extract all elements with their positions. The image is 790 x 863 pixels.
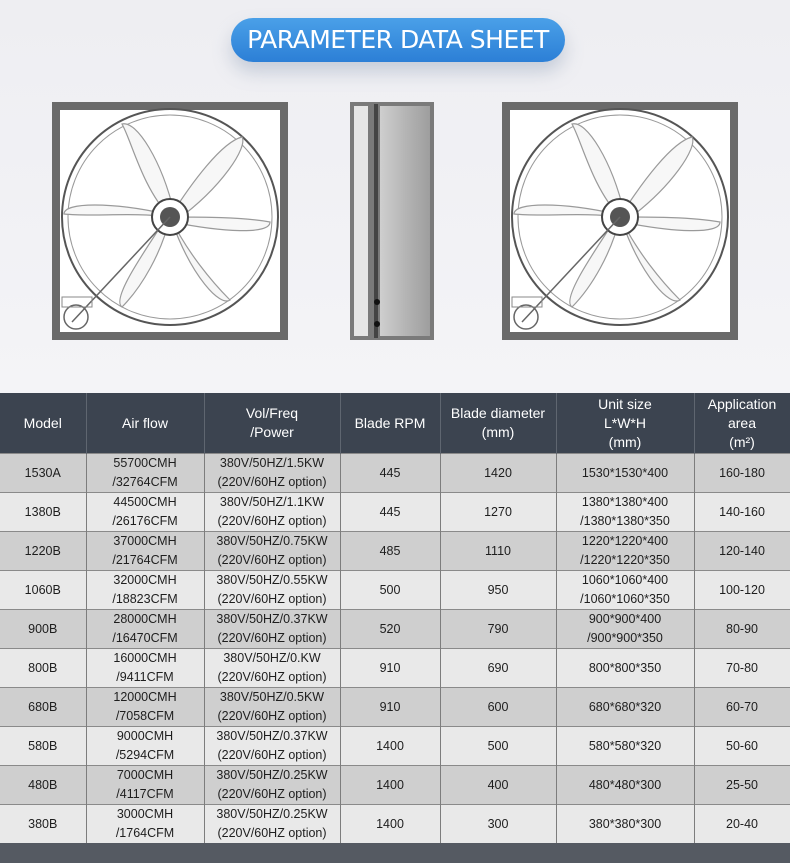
cell-application-area: [694, 727, 790, 766]
cell-application-area: [694, 532, 790, 571]
cell-vol-freq-power-text: 380V/50HZ/0.25KW: [216, 807, 328, 821]
table-row: [0, 571, 790, 610]
table-row: [0, 688, 790, 727]
table-row: [0, 532, 790, 571]
cell-vol-freq-power: [204, 766, 340, 805]
cell-application-area: [694, 571, 790, 610]
cell-model: [0, 805, 86, 844]
cell-blade-rpm: [340, 571, 440, 610]
cell-model-text: 1060B: [24, 582, 61, 597]
cell-application-area: [694, 688, 790, 727]
cell-unit-size: [556, 688, 694, 727]
cell-blade-diameter: [440, 454, 556, 493]
cell-unit-size-text: 1060*1060*400: [581, 573, 669, 587]
cell-air-flow-text: 37000CMH: [113, 534, 177, 548]
cell-vol-freq-power: [204, 688, 340, 727]
cell-blade-diameter-text: 600: [487, 699, 509, 714]
cell-air-flow-text: /4117CFM: [116, 787, 174, 801]
cell-blade-rpm: [340, 688, 440, 727]
cell-unit-size-text: 1530*1530*400: [581, 465, 669, 480]
cell-blade-diameter-text: 690: [487, 660, 509, 675]
cell-air-flow: [86, 727, 204, 766]
cell-air-flow-text: 16000CMH: [113, 651, 177, 665]
cell-application-area-text: 50-60: [726, 738, 758, 753]
cell-unit-size: [556, 610, 694, 649]
cell-model-text: 1220B: [24, 543, 61, 558]
cell-model: [0, 649, 86, 688]
table-row: [0, 649, 790, 688]
cell-application-area: [694, 493, 790, 532]
page-title: PARAMETER DATA SHEET: [231, 18, 565, 62]
cell-unit-size: [556, 454, 694, 493]
product-images-area: [0, 0, 790, 393]
cell-model-text: 1380B: [24, 504, 61, 519]
cell-air-flow: [86, 649, 204, 688]
cell-application-area-text: 100-120: [719, 582, 765, 597]
cell-air-flow-text: /7058CFM: [115, 709, 175, 723]
cell-blade-rpm-text: 1400: [376, 738, 404, 753]
cell-unit-size: [556, 493, 694, 532]
cell-unit-size: [556, 805, 694, 844]
cell-application-area: [694, 454, 790, 493]
cell-vol-freq-power-text: 380V/50HZ/0.37KW: [216, 612, 328, 626]
cell-model: [0, 454, 86, 493]
cell-unit-size: [556, 571, 694, 610]
cell-air-flow: [86, 610, 204, 649]
cell-application-area: [694, 610, 790, 649]
cell-blade-rpm-text: 485: [379, 543, 401, 558]
cell-unit-size-text: 900*900*400: [588, 612, 662, 626]
cell-application-area: [694, 766, 790, 805]
cell-blade-rpm: [340, 766, 440, 805]
cell-unit-size: [556, 766, 694, 805]
cell-vol-freq-power-text: (220V/60HZ option): [217, 514, 327, 528]
cell-model: [0, 571, 86, 610]
cell-blade-rpm: [340, 727, 440, 766]
table-row: [0, 727, 790, 766]
cell-vol-freq-power-text: (220V/60HZ option): [217, 631, 327, 645]
table-header-row: [0, 393, 790, 454]
cell-air-flow-text: 55700CMH: [113, 456, 177, 470]
cell-vol-freq-power: [204, 493, 340, 532]
cell-model: [0, 688, 86, 727]
cell-blade-rpm-text: 910: [379, 660, 401, 675]
cell-air-flow-text: /5294CFM: [115, 748, 175, 762]
cell-unit-size-text: 480*480*300: [588, 777, 662, 792]
cell-unit-size-text: 1220*1220*400: [581, 534, 669, 548]
cell-unit-size: [556, 649, 694, 688]
cell-vol-freq-power: [204, 454, 340, 493]
cell-blade-rpm: [340, 532, 440, 571]
cell-unit-size-text: /1060*1060*350: [580, 592, 670, 606]
cell-application-area: [694, 649, 790, 688]
cell-application-area-text: 160-180: [719, 465, 765, 480]
cell-blade-diameter-text: 950: [487, 582, 509, 597]
cell-model: [0, 493, 86, 532]
cell-air-flow-text: /18823CFM: [112, 592, 178, 606]
cell-air-flow-text: /26176CFM: [112, 514, 178, 528]
cell-blade-diameter-text: 790: [487, 621, 509, 636]
cell-vol-freq-power: [204, 571, 340, 610]
cell-application-area-text: 140-160: [719, 504, 765, 519]
cell-model-text: 900B: [28, 621, 58, 636]
cell-vol-freq-power: [204, 805, 340, 844]
cell-model: [0, 532, 86, 571]
cell-vol-freq-power-text: 380V/50HZ/0.5KW: [219, 690, 325, 704]
cell-vol-freq-power-text: (220V/60HZ option): [217, 787, 327, 801]
cell-application-area: [694, 805, 790, 844]
cell-air-flow: [86, 571, 204, 610]
cell-blade-rpm-text: 520: [379, 621, 401, 636]
cell-air-flow: [86, 454, 204, 493]
cell-air-flow-text: 12000CMH: [113, 690, 177, 704]
table-row: [0, 454, 790, 493]
cell-air-flow-text: /32764CFM: [112, 475, 178, 489]
header-air-flow: Air flow: [86, 393, 204, 454]
fan-front-view: [52, 102, 288, 340]
cell-blade-diameter-text: 1270: [484, 504, 512, 519]
cell-model: [0, 610, 86, 649]
cell-vol-freq-power-text: 380V/50HZ/1.1KW: [219, 495, 325, 509]
header-model: Model: [0, 393, 86, 454]
cell-blade-diameter: [440, 571, 556, 610]
cell-air-flow-text: /1764CFM: [115, 826, 175, 840]
cell-blade-rpm: [340, 649, 440, 688]
cell-blade-diameter: [440, 532, 556, 571]
cell-vol-freq-power-text: 380V/50HZ/1.5KW: [219, 456, 325, 470]
cell-blade-diameter-text: 1110: [485, 543, 511, 558]
header-blade-diameter: Blade diameter (mm): [440, 393, 556, 454]
cell-vol-freq-power-text: (220V/60HZ option): [217, 709, 327, 723]
cell-air-flow: [86, 493, 204, 532]
cell-blade-rpm-text: 500: [379, 582, 401, 597]
cell-blade-rpm-text: 445: [379, 504, 401, 519]
cell-air-flow-text: 44500CMH: [113, 495, 177, 509]
cell-unit-size-text: 1380*1380*400: [581, 495, 669, 509]
cell-air-flow-text: 28000CMH: [113, 612, 177, 626]
parameter-table: [0, 393, 790, 843]
cell-vol-freq-power-text: (220V/60HZ option): [217, 670, 327, 684]
cell-blade-diameter: [440, 649, 556, 688]
cell-vol-freq-power-text: (220V/60HZ option): [217, 826, 327, 840]
cell-vol-freq-power-text: (220V/60HZ option): [217, 748, 327, 762]
cell-unit-size-text: /1220*1220*350: [580, 553, 670, 567]
cell-air-flow-text: /21764CFM: [112, 553, 178, 567]
cell-unit-size-text: /900*900*350: [587, 631, 663, 645]
cell-model: [0, 766, 86, 805]
cell-model-text: 580B: [28, 738, 58, 753]
cell-blade-diameter-text: 500: [487, 738, 509, 753]
cell-application-area-text: 25-50: [726, 777, 758, 792]
cell-air-flow: [86, 766, 204, 805]
cell-air-flow-text: 32000CMH: [113, 573, 177, 587]
cell-air-flow: [86, 532, 204, 571]
header-application-area: Application area (m²): [694, 393, 790, 454]
cell-air-flow: [86, 688, 204, 727]
cell-blade-diameter-text: 300: [487, 816, 509, 831]
cell-vol-freq-power: [204, 610, 340, 649]
cell-air-flow: [86, 805, 204, 844]
header-blade-rpm: Blade RPM: [340, 393, 440, 454]
cell-application-area-text: 20-40: [726, 816, 758, 831]
cell-vol-freq-power-text: (220V/60HZ option): [217, 475, 327, 489]
header-vol-freq-power: Vol/Freq /Power: [204, 393, 340, 454]
cell-vol-freq-power-text: 380V/50HZ/0.37KW: [216, 729, 328, 743]
cell-blade-diameter-text: 1420: [484, 465, 512, 480]
cell-blade-rpm-text: 1400: [376, 777, 404, 792]
cell-blade-rpm: [340, 805, 440, 844]
cell-blade-rpm: [340, 493, 440, 532]
cell-blade-diameter: [440, 610, 556, 649]
cell-unit-size-text: 380*380*300: [588, 816, 662, 831]
cell-blade-diameter: [440, 766, 556, 805]
cell-air-flow-text: 3000CMH: [116, 807, 174, 821]
cell-vol-freq-power-text: 380V/50HZ/0.75KW: [216, 534, 328, 548]
cell-application-area-text: 70-80: [726, 660, 758, 675]
cell-unit-size: [556, 727, 694, 766]
cell-blade-diameter: [440, 688, 556, 727]
cell-vol-freq-power-text: 380V/50HZ/0.55KW: [216, 573, 328, 587]
cell-model-text: 680B: [28, 699, 58, 714]
cell-model-text: 1530A: [24, 465, 61, 480]
header-unit-size: Unit size L*W*H (mm): [556, 393, 694, 454]
cell-vol-freq-power: [204, 532, 340, 571]
cell-vol-freq-power-text: (220V/60HZ option): [217, 592, 327, 606]
table-row: [0, 493, 790, 532]
table-row: [0, 766, 790, 805]
cell-unit-size-text: 800*800*350: [588, 660, 662, 675]
cell-air-flow-text: /9411CFM: [116, 670, 174, 684]
cell-model: [0, 727, 86, 766]
cell-vol-freq-power-text: 380V/50HZ/0.25KW: [216, 768, 328, 782]
cell-application-area-text: 80-90: [726, 621, 758, 636]
cell-blade-rpm: [340, 454, 440, 493]
cell-blade-diameter: [440, 727, 556, 766]
cell-unit-size-text: 580*580*320: [588, 738, 662, 753]
cell-model-text: 480B: [28, 777, 58, 792]
cell-application-area-text: 120-140: [719, 543, 765, 558]
table-row: [0, 610, 790, 649]
parameter-table-container: [0, 393, 790, 863]
cell-vol-freq-power: [204, 649, 340, 688]
cell-blade-rpm: [340, 610, 440, 649]
cell-blade-rpm-text: 910: [379, 699, 401, 714]
cell-blade-diameter: [440, 493, 556, 532]
cell-air-flow-text: /16470CFM: [112, 631, 178, 645]
cell-vol-freq-power: [204, 727, 340, 766]
cell-unit-size-text: 680*680*320: [588, 699, 662, 714]
cell-blade-rpm-text: 445: [379, 465, 401, 480]
cell-air-flow-text: 9000CMH: [116, 729, 174, 743]
cell-air-flow-text: 7000CMH: [116, 768, 174, 782]
cell-application-area-text: 60-70: [726, 699, 758, 714]
cell-blade-rpm-text: 1400: [376, 816, 404, 831]
cell-unit-size: [556, 532, 694, 571]
cell-blade-diameter-text: 400: [487, 777, 509, 792]
cell-blade-diameter: [440, 805, 556, 844]
fan-side-view: [350, 102, 434, 340]
cell-vol-freq-power-text: 380V/50HZ/0.KW: [223, 651, 321, 665]
cell-vol-freq-power-text: (220V/60HZ option): [217, 553, 327, 567]
cell-model-text: 800B: [28, 660, 58, 675]
table-row: [0, 805, 790, 844]
cell-unit-size-text: /1380*1380*350: [580, 514, 670, 528]
fan-front-view-2: [502, 102, 738, 340]
cell-model-text: 380B: [28, 816, 58, 831]
